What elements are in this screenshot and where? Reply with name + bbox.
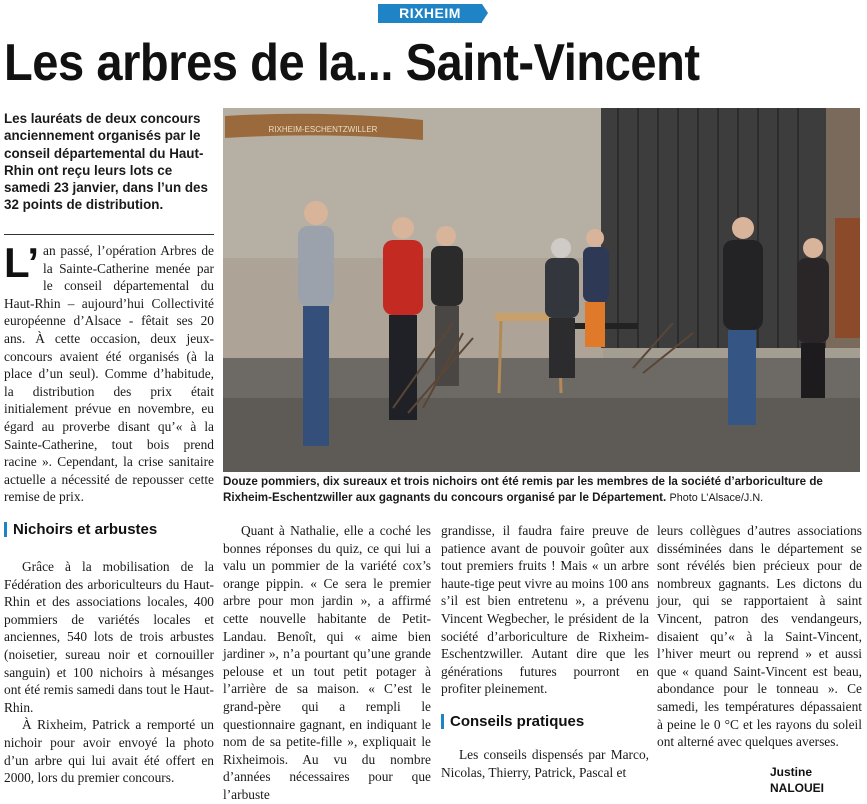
author-signature: Justine NALOUEI: [770, 765, 824, 795]
photo-illustration: [223, 108, 860, 472]
article-photo: [223, 108, 860, 472]
column-3-paragraph: Quant à Nathalie, elle a coché les bonnes réponses du quiz, ce qui lui a valu un pommier de la variété cox’s orange pippin. « Ce sera le premier arbre pour mon jardin », a affirmé cette nouvelle habitante de Petit-Landau. Benoît, qui « aime bien jardiner », n’a pourtant qu’une grande pelouse et un tout petit potager à l’arrière de sa maison. « C’est le grand-père qui a rempli le questionnaire gagnant, en indiquant le nom de sa petite-fille », expliquait le Rixheimois. Au vu du nombre d’années nécessaires pour que l’arbuste: [223, 523, 431, 802]
caption-text: Douze pommiers, dix sureaux et trois nichoirs ont été remis par les membres de la société d’arboriculture de Rixheim-Eschentzwiller aux gagnants du concours organisé par le Département.: [223, 475, 823, 504]
drop-cap: L’: [4, 239, 40, 286]
intro-text: an passé, l’opération Arbres de la Sainte-Catherine menée par le conseil départemental du Haut-Rhin – aujourd’hui Collectivité européenne d’Alsace - fêtait ses 20 ans. À cette occasion, deux jeux-concours avaient été organisés (à la place d’un seul). Comme d’habitude, la distribution des prix était initialement prévue en novembre, eu égard au proverbe disant qu’« à la Sainte-Catherine, tout bois prend racine ». Cependant, la crise sanitaire actuelle a nécessité de repousser cette remise de prix.: [4, 243, 214, 505]
column-5: [657, 522, 862, 751]
article-lead: Les lauréats de deux concours anciennement organisés par le conseil départemental du Haut-Rhin ont reçu leurs lots ce samedi 23 janvier, dans l’un des 32 points de distribution.: [4, 111, 208, 213]
section-kicker: RIXHEIM: [378, 4, 482, 23]
article-headline: Les arbres de la... Saint-Vincent: [4, 34, 700, 92]
column-4-paragraph-1: grandisse, il faudra faire preuve de patience avant de pouvoir goûter aux tout premiers fruits ! Mais « un arbre haute-tige peut vivre au moins 100 ans s’il est bien entretenu », a prévenu Vincent Wegbecher, le président de la société d’arboriculture de Rixheim-Eschentzwiller. Autant dire que les générations futures pourront en profiter pleinement.: [441, 523, 649, 697]
column-4: [441, 522, 649, 698]
section1-paragraph-1: Grâce à la mobilisation de la Fédération des arboriculteurs du Haut-Rhin et des associations locales, 400 pommiers de variétés locales et anciennes, 540 lots de trois arbustes (noisetier, sureau noir et cornouiller sanguin) et 100 nichoirs à mésanges ont été remis samedi dans tout le Haut-Rhin.: [4, 559, 214, 715]
column-4-paragraph-2: Les conseils dispensés par Marco, Nicolas, Thierry, Patrick, Pascal et: [441, 747, 649, 780]
lead-divider: [4, 234, 214, 235]
photo-caption: [223, 474, 863, 506]
subheading-conseils: Conseils pratiques: [441, 712, 584, 731]
intro-column: [4, 239, 214, 506]
column-5-paragraph: leurs collègues d’autres associations disséminées dans le département se sont révélés bien précieux pour de nombreux gagnants. Les dictons du jour, qui se rapportaient à saint Vincent, patron des vendangeurs, disaient qu’« à la Saint-Vincent, l’hiver meurt ou reprend » et aussi que « quand Saint-Vincent est beau, abondance pour le tonneau ». Ce samedi, les températures dépassaient à peine le 0 °C et les rayons du soleil ont alterné avec quelques averses.: [657, 523, 862, 750]
intro-paragraph: [4, 239, 214, 506]
section1-paragraph-2: À Rixheim, Patrick a remporté un nichoir pour avoir envoyé la photo d’un arbre qui lui avait été offert en 2000, lors du premier concours.: [4, 717, 214, 786]
column-4-continued: [441, 746, 649, 781]
banner-sign-text: RIXHEIM-ESCHENTZWILLER: [268, 125, 378, 134]
subheading-nichoirs: Nichoirs et arbustes: [4, 520, 157, 539]
photo-credit: Photo L’Alsace/J.N.: [669, 491, 764, 504]
column-3: [223, 522, 431, 804]
section1-column: [4, 558, 214, 787]
